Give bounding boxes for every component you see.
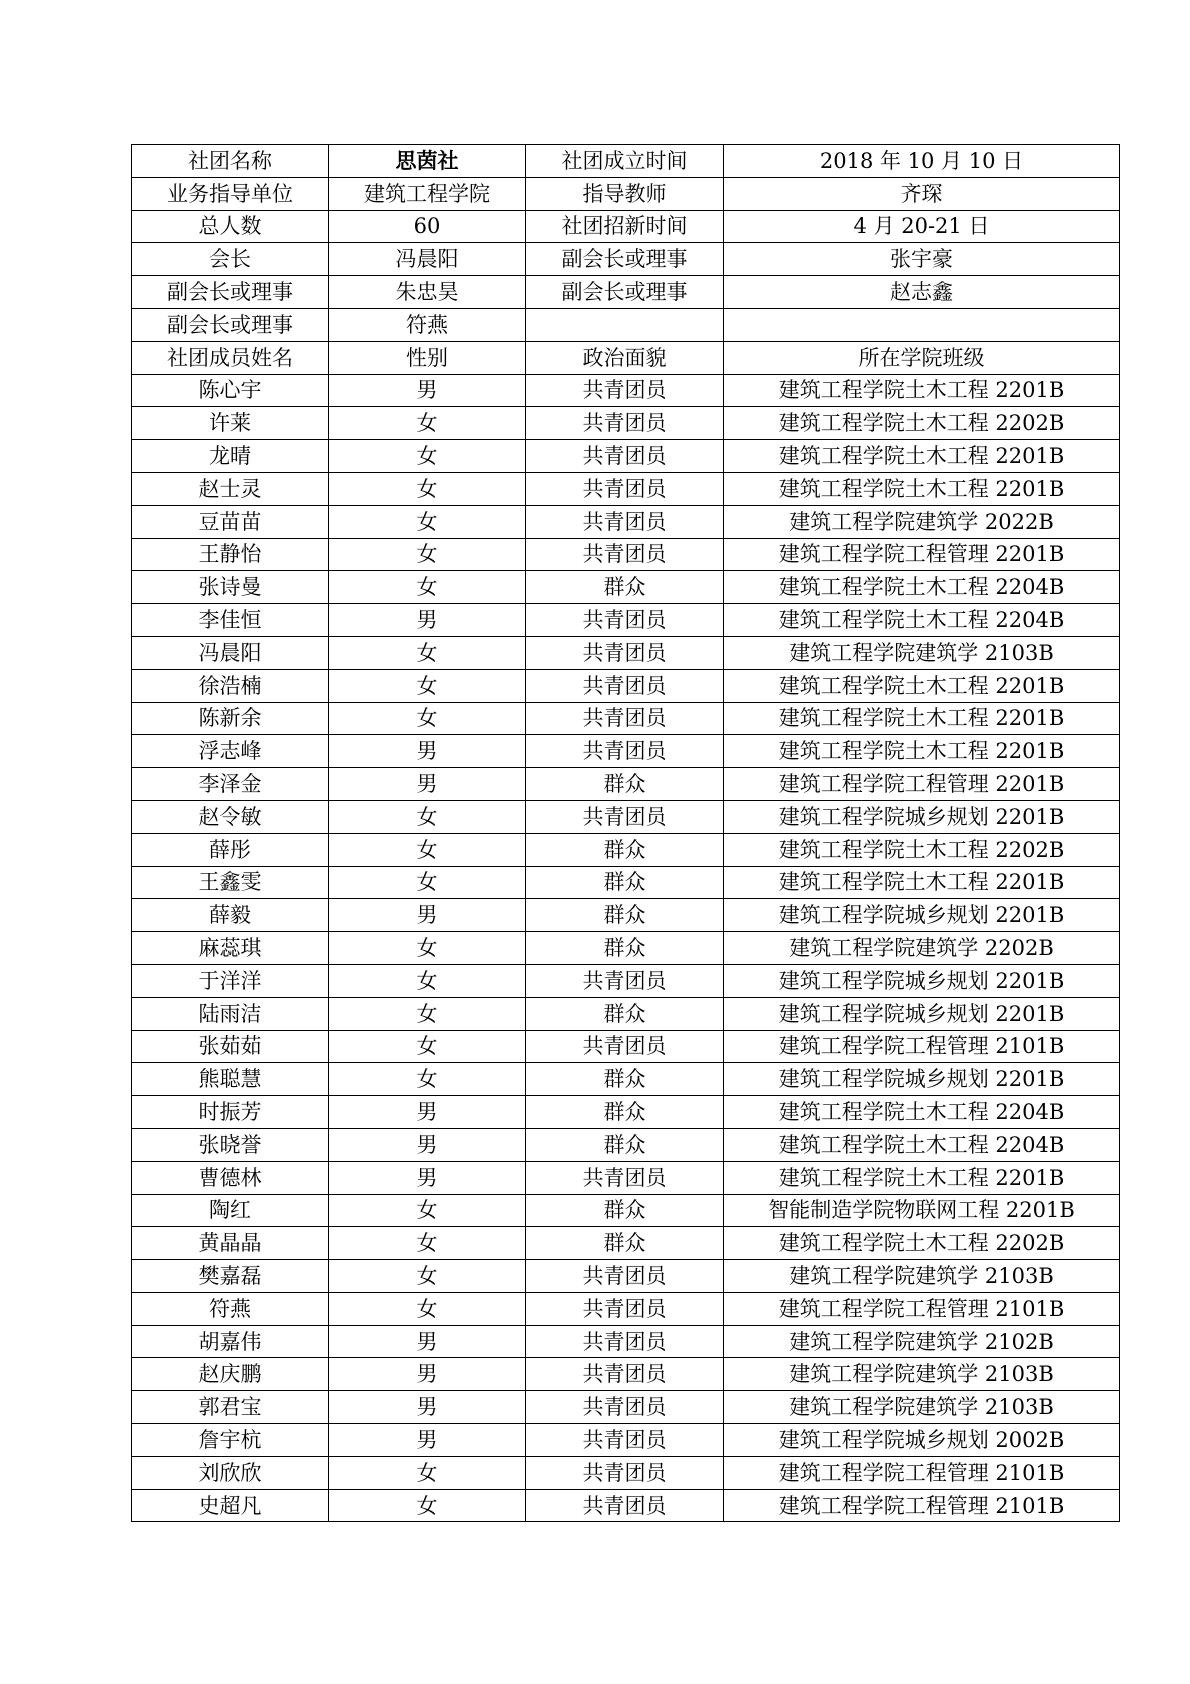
member-political-status-cell: 共青团员 [526,1292,724,1325]
member-gender-cell: 男 [329,1096,526,1129]
table-row [132,1325,1120,1358]
member-class-cell: 建筑工程学院土木工程 2204B [724,604,1120,637]
member-class-cell: 建筑工程学院工程管理 2101B [724,1456,1120,1489]
member-class-cell: 建筑工程学院建筑学 2102B [724,1325,1120,1358]
member-name-cell: 史超凡 [132,1489,329,1522]
member-political-status-cell: 群众 [526,833,724,866]
member-gender-cell: 女 [329,636,526,669]
member-gender-cell: 女 [329,1227,526,1260]
member-class-cell: 建筑工程学院土木工程 2204B [724,1096,1120,1129]
info-value: 朱忠昊 [329,276,526,309]
member-class-cell: 建筑工程学院工程管理 2101B [724,1030,1120,1063]
info-label: 会长 [132,243,329,276]
member-class-cell: 建筑工程学院土木工程 2201B [724,866,1120,899]
class-header: 所在学院班级 [724,341,1120,374]
member-gender-cell: 女 [329,1194,526,1227]
info-label: 副会长或理事 [526,276,724,309]
info-label: 社团名称 [132,145,329,178]
member-gender-cell: 男 [329,1325,526,1358]
table-row [132,932,1120,965]
table-row [132,472,1120,505]
member-name-cell: 赵令敏 [132,800,329,833]
member-political-status-cell: 群众 [526,1128,724,1161]
member-class-cell: 建筑工程学院建筑学 2202B [724,932,1120,965]
member-class-cell: 建筑工程学院土木工程 2204B [724,1128,1120,1161]
member-name-cell: 许莱 [132,407,329,440]
info-value: 思茵社 [329,145,526,178]
member-political-status-cell: 共青团员 [526,538,724,571]
member-class-cell: 建筑工程学院城乡规划 2201B [724,899,1120,932]
member-class-cell: 建筑工程学院建筑学 2103B [724,1391,1120,1424]
info-row [132,243,1120,276]
member-political-status-cell: 共青团员 [526,440,724,473]
table-row [132,768,1120,801]
club-member-table [131,144,1120,1522]
member-gender-cell: 女 [329,440,526,473]
info-label: 指导教师 [526,177,724,210]
member-political-status-cell: 共青团员 [526,669,724,702]
member-name-cell: 薛彤 [132,833,329,866]
member-class-cell: 建筑工程学院建筑学 2103B [724,1358,1120,1391]
member-political-status-cell: 共青团员 [526,1325,724,1358]
table-row [132,702,1120,735]
info-label: 副会长或理事 [132,308,329,341]
table-row [132,1128,1120,1161]
info-label: 副会长或理事 [526,243,724,276]
table-row [132,1456,1120,1489]
table-row [132,899,1120,932]
info-value: 张宇豪 [724,243,1120,276]
table-row [132,374,1120,407]
info-label: 社团成立时间 [526,145,724,178]
member-name-cell: 张晓誉 [132,1128,329,1161]
table-row [132,1161,1120,1194]
member-name-cell: 符燕 [132,1292,329,1325]
member-class-cell: 建筑工程学院工程管理 2101B [724,1292,1120,1325]
member-gender-cell: 女 [329,1292,526,1325]
member-name-cell: 熊聪慧 [132,1063,329,1096]
member-class-cell: 建筑工程学院城乡规划 2201B [724,1063,1120,1096]
member-name-cell: 时振芳 [132,1096,329,1129]
member-gender-cell: 女 [329,571,526,604]
member-header-row [132,341,1120,374]
member-name-cell: 陶红 [132,1194,329,1227]
member-name-cell: 龙晴 [132,440,329,473]
member-class-cell: 建筑工程学院土木工程 2204B [724,571,1120,604]
member-political-status-cell: 共青团员 [526,472,724,505]
member-class-cell: 建筑工程学院城乡规划 2002B [724,1424,1120,1457]
info-value: 冯晨阳 [329,243,526,276]
table-row [132,440,1120,473]
info-value: 2018 年 10 月 10 日 [724,145,1120,178]
table-row [132,1227,1120,1260]
table-row [132,1030,1120,1063]
member-gender-cell: 女 [329,932,526,965]
info-value: 齐琛 [724,177,1120,210]
member-gender-cell: 女 [329,1456,526,1489]
member-political-status-cell: 共青团员 [526,1391,724,1424]
table-row [132,1260,1120,1293]
member-gender-cell: 女 [329,964,526,997]
member-gender-cell: 女 [329,1030,526,1063]
member-name-cell: 曹德林 [132,1161,329,1194]
member-gender-cell: 男 [329,1424,526,1457]
member-gender-cell: 男 [329,1391,526,1424]
table-row [132,505,1120,538]
member-class-cell: 建筑工程学院土木工程 2201B [724,1161,1120,1194]
member-gender-cell: 女 [329,472,526,505]
info-row [132,145,1120,178]
member-class-cell: 建筑工程学院工程管理 2201B [724,538,1120,571]
member-name-cell: 刘欣欣 [132,1456,329,1489]
table-row [132,1391,1120,1424]
table-row [132,538,1120,571]
member-name-cell: 郭君宝 [132,1391,329,1424]
member-name-cell: 李佳恒 [132,604,329,637]
info-row [132,177,1120,210]
member-political-status-cell: 群众 [526,1096,724,1129]
member-political-status-cell: 群众 [526,932,724,965]
member-class-cell: 建筑工程学院建筑学 2103B [724,1260,1120,1293]
table-row [132,1358,1120,1391]
member-class-cell: 建筑工程学院土木工程 2201B [724,440,1120,473]
member-class-cell: 建筑工程学院土木工程 2201B [724,735,1120,768]
member-political-status-cell: 共青团员 [526,1489,724,1522]
member-name-cell: 薛毅 [132,899,329,932]
member-gender-cell: 男 [329,735,526,768]
member-gender-cell: 女 [329,997,526,1030]
member-gender-cell: 女 [329,538,526,571]
table-row [132,997,1120,1030]
member-name-cell: 张茹茹 [132,1030,329,1063]
table-row [132,1292,1120,1325]
member-name-cell: 陆雨洁 [132,997,329,1030]
member-name-cell: 詹宇杭 [132,1424,329,1457]
member-class-cell: 建筑工程学院土木工程 2201B [724,669,1120,702]
member-political-status-cell: 共青团员 [526,505,724,538]
member-name-cell: 樊嘉磊 [132,1260,329,1293]
member-class-cell: 建筑工程学院土木工程 2202B [724,833,1120,866]
member-class-cell: 建筑工程学院建筑学 2022B [724,505,1120,538]
info-label: 社团招新时间 [526,210,724,243]
member-political-status-cell: 共青团员 [526,604,724,637]
member-gender-cell: 男 [329,1128,526,1161]
member-name-cell: 于洋洋 [132,964,329,997]
member-name-cell: 张诗曼 [132,571,329,604]
table-row [132,1096,1120,1129]
member-gender-cell: 女 [329,1260,526,1293]
member-political-status-cell: 共青团员 [526,636,724,669]
member-political-status-cell: 共青团员 [526,1358,724,1391]
member-class-cell: 建筑工程学院土木工程 2202B [724,1227,1120,1260]
member-name-cell: 浮志峰 [132,735,329,768]
member-gender-cell: 女 [329,800,526,833]
member-class-cell: 智能制造学院物联网工程 2201B [724,1194,1120,1227]
table-row [132,1489,1120,1522]
member-gender-cell: 女 [329,866,526,899]
member-political-status-cell: 共青团员 [526,1030,724,1063]
member-gender-cell: 女 [329,1489,526,1522]
info-row [132,308,1120,341]
member-political-status-cell: 共青团员 [526,1456,724,1489]
table-row [132,833,1120,866]
member-political-status-cell: 共青团员 [526,1161,724,1194]
member-name-cell: 陈新余 [132,702,329,735]
info-row [132,276,1120,309]
member-gender-cell: 女 [329,833,526,866]
table-body [132,145,1120,1522]
member-gender-cell: 女 [329,669,526,702]
member-gender-cell: 男 [329,768,526,801]
member-name-cell: 麻蕊琪 [132,932,329,965]
member-political-status-cell: 共青团员 [526,800,724,833]
table-row [132,636,1120,669]
member-gender-cell: 男 [329,899,526,932]
political-status-header: 政治面貌 [526,341,724,374]
member-class-cell: 建筑工程学院土木工程 2201B [724,702,1120,735]
info-label: 副会长或理事 [132,276,329,309]
member-class-cell: 建筑工程学院建筑学 2103B [724,636,1120,669]
member-gender-cell: 女 [329,1063,526,1096]
info-value: 赵志鑫 [724,276,1120,309]
member-name-cell: 豆苗苗 [132,505,329,538]
member-name-cell: 赵士灵 [132,472,329,505]
member-class-cell: 建筑工程学院土木工程 2202B [724,407,1120,440]
table-row [132,1194,1120,1227]
member-gender-cell: 男 [329,374,526,407]
member-gender-cell: 男 [329,1161,526,1194]
member-gender-cell: 女 [329,505,526,538]
member-political-status-cell: 群众 [526,1227,724,1260]
member-name-cell: 王鑫雯 [132,866,329,899]
member-political-status-cell: 共青团员 [526,407,724,440]
table-row [132,1063,1120,1096]
member-name-cell: 徐浩楠 [132,669,329,702]
info-value: 4 月 20-21 日 [724,210,1120,243]
table-row [132,964,1120,997]
info-label: 业务指导单位 [132,177,329,210]
table-row [132,669,1120,702]
member-name-cell: 李泽金 [132,768,329,801]
member-class-cell: 建筑工程学院城乡规划 2201B [724,964,1120,997]
member-political-status-cell: 共青团员 [526,702,724,735]
member-political-status-cell: 群众 [526,1194,724,1227]
table-row [132,1424,1120,1457]
member-political-status-cell: 共青团员 [526,1260,724,1293]
member-name-cell: 陈心宇 [132,374,329,407]
gender-header: 性别 [329,341,526,374]
info-label: 总人数 [132,210,329,243]
member-political-status-cell: 群众 [526,1063,724,1096]
table-row [132,735,1120,768]
member-name-header: 社团成员姓名 [132,341,329,374]
member-class-cell: 建筑工程学院工程管理 2201B [724,768,1120,801]
member-name-cell: 黄晶晶 [132,1227,329,1260]
table-row [132,866,1120,899]
member-class-cell: 建筑工程学院工程管理 2101B [724,1489,1120,1522]
member-political-status-cell: 群众 [526,768,724,801]
info-row [132,210,1120,243]
table-row [132,604,1120,637]
table-row [132,800,1120,833]
member-political-status-cell: 群众 [526,899,724,932]
member-class-cell: 建筑工程学院城乡规划 2201B [724,997,1120,1030]
member-gender-cell: 女 [329,407,526,440]
member-political-status-cell: 共青团员 [526,1424,724,1457]
member-class-cell: 建筑工程学院土木工程 2201B [724,374,1120,407]
member-political-status-cell: 群众 [526,997,724,1030]
info-value: 60 [329,210,526,243]
member-political-status-cell: 共青团员 [526,374,724,407]
member-political-status-cell: 共青团员 [526,964,724,997]
info-value [724,308,1120,341]
member-gender-cell: 男 [329,1358,526,1391]
info-label [526,308,724,341]
member-gender-cell: 女 [329,702,526,735]
member-gender-cell: 男 [329,604,526,637]
member-class-cell: 建筑工程学院城乡规划 2201B [724,800,1120,833]
member-name-cell: 赵庆鹏 [132,1358,329,1391]
member-political-status-cell: 群众 [526,571,724,604]
member-class-cell: 建筑工程学院土木工程 2201B [724,472,1120,505]
table-row [132,407,1120,440]
info-value: 符燕 [329,308,526,341]
table-row [132,571,1120,604]
member-name-cell: 王静怡 [132,538,329,571]
member-name-cell: 胡嘉伟 [132,1325,329,1358]
member-name-cell: 冯晨阳 [132,636,329,669]
info-value: 建筑工程学院 [329,177,526,210]
member-political-status-cell: 共青团员 [526,735,724,768]
member-political-status-cell: 群众 [526,866,724,899]
